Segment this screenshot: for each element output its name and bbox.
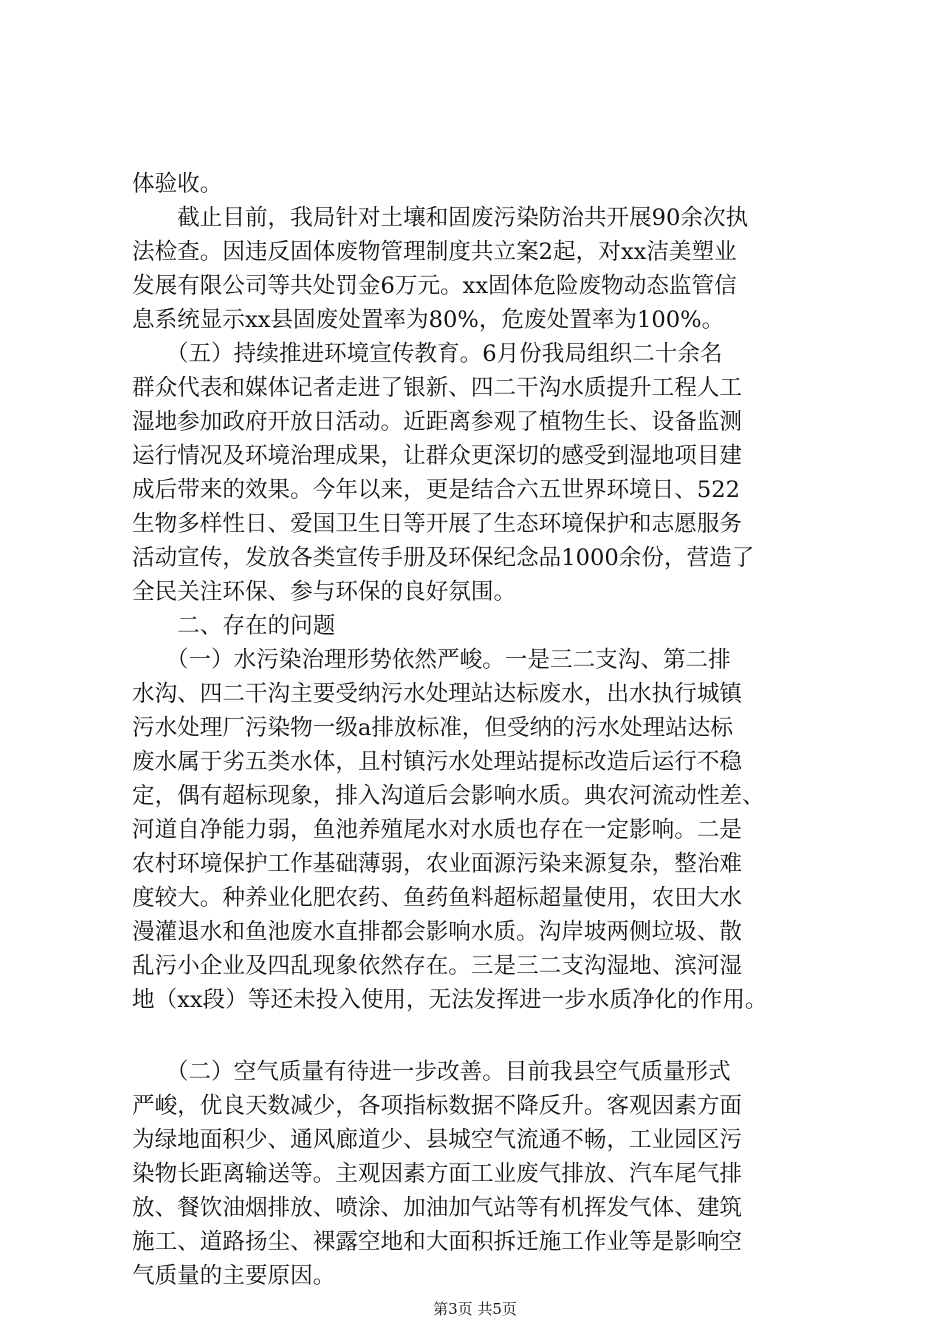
text-line: 发展有限公司等共处罚金6万元。xx固体危险废物动态监管信 (132, 273, 737, 299)
text-line: 废水属于劣五类水体，且村镇污水处理站提标改造后运行不稳 (132, 749, 743, 775)
text-line: 截止目前，我局针对土壤和固废污染防治共开展90余次执 (132, 205, 749, 231)
page-number-footer: 第3页 共5页 (433, 1300, 517, 1318)
text-line: 严峻，优良天数减少，各项指标数据不降反升。客观因素方面 (132, 1093, 743, 1119)
text-line: 施工、道路扬尘、裸露空地和大面积拆迁施工作业等是影响空 (132, 1229, 743, 1255)
text-line: 水沟、四二干沟主要受纳污水处理站达标废水，出水执行城镇 (132, 681, 743, 707)
text-line: 息系统显示xx县固废处置率为80%，危废处置率为100%。 (132, 307, 725, 333)
text-line: 气质量的主要原因。 (132, 1263, 336, 1289)
text-line: 体验收。 (132, 171, 223, 197)
section-heading: 二、存在的问题 (132, 613, 336, 639)
text-line: 度较大。种养业化肥农药、鱼药鱼料超标超量使用，农田大水 (132, 885, 743, 911)
text-line: 运行情况及环境治理成果，让群众更深切的感受到湿地项目建 (132, 443, 743, 469)
text-line: 活动宣传，发放各类宣传手册及环保纪念品1000余份，营造了 (132, 545, 755, 571)
text-line: 湿地参加政府开放日活动。近距离参观了植物生长、设备监测 (132, 409, 743, 435)
text-line: 放、餐饮油烟排放、喷涂、加油加气站等有机挥发气体、建筑 (132, 1195, 743, 1221)
text-line: 乱污小企业及四乱现象依然存在。三是三二支沟湿地、滨河湿 (132, 953, 743, 979)
text-line: （五）持续推进环境宣传教育。6月份我局组织二十余名 (132, 341, 723, 367)
text-line: 农村环境保护工作基础薄弱，农业面源污染来源复杂，整治难 (132, 851, 743, 877)
text-line: 成后带来的效果。今年以来，更是结合六五世界环境日、522 (132, 477, 740, 503)
text-line: 地（xx段）等还未投入使用，无法发挥进一步水质净化的作用。 (132, 987, 768, 1013)
text-line: 污水处理厂污染物一级a排放标准，但受纳的污水处理站达标 (132, 715, 733, 741)
text-line: （二）空气质量有待进一步改善。目前我县空气质量形式 (132, 1059, 731, 1085)
text-line: （一）水污染治理形势依然严峻。一是三二支沟、第二排 (132, 647, 731, 673)
text-line: 染物长距离输送等。主观因素方面工业废气排放、汽车尾气排 (132, 1161, 743, 1187)
text-line: 漫灌退水和鱼池废水直排都会影响水质。沟岸坡两侧垃圾、散 (132, 919, 743, 945)
text-line: 生物多样性日、爱国卫生日等开展了生态环境保护和志愿服务 (132, 511, 743, 537)
text-line: 法检查。因违反固体废物管理制度共立案2起，对xx洁美塑业 (132, 239, 737, 265)
text-line: 河道自净能力弱，鱼池养殖尾水对水质也存在一定影响。二是 (132, 817, 743, 843)
text-line: 全民关注环保、参与环保的良好氛围。 (132, 579, 517, 605)
text-line: 群众代表和媒体记者走进了银新、四二干沟水质提升工程人工 (132, 375, 743, 401)
text-line: 定，偶有超标现象，排入沟道后会影响水质。典农河流动性差、 (132, 783, 765, 809)
text-line: 为绿地面积少、通风廊道少、县城空气流通不畅，工业园区污 (132, 1127, 743, 1153)
